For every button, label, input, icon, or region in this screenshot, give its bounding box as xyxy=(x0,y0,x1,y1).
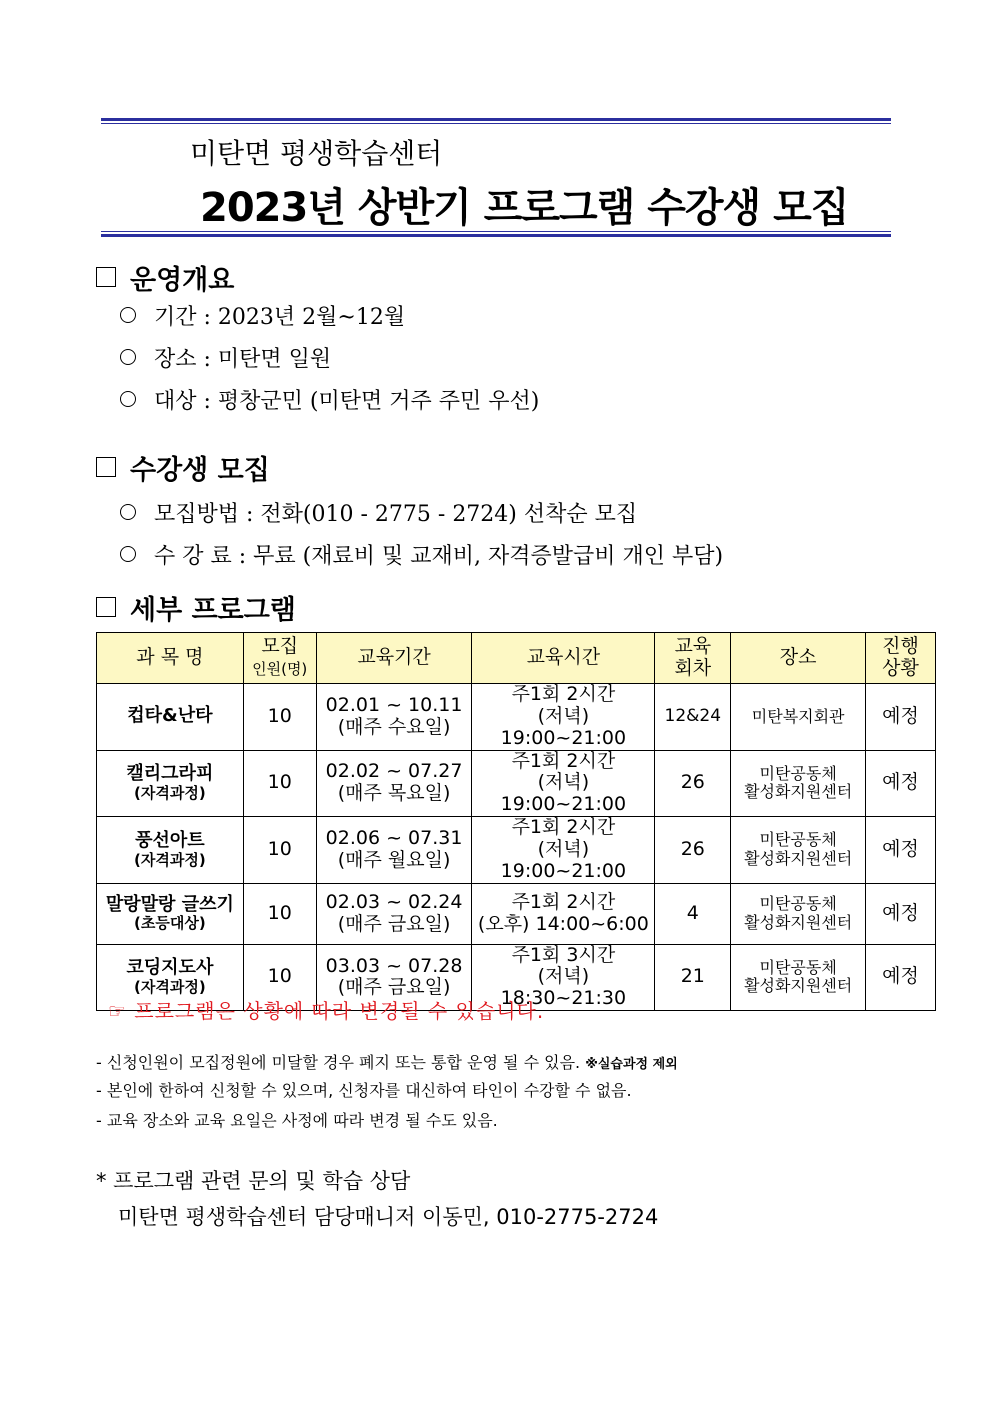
checkbox-square-icon xyxy=(96,267,116,287)
program-place: 미탄공동체 활성화지원센터 xyxy=(731,883,866,944)
col-period-header: 교육기간 xyxy=(316,633,472,684)
section-recruit-heading: 수강생 모집 xyxy=(96,448,270,487)
program-status: 예정 xyxy=(866,684,936,751)
section-overview-heading: 운영개요 xyxy=(96,258,234,297)
program-period: 02.03 ~ 02.24 (매주 금요일) xyxy=(316,883,472,944)
rule-line: - 본인에 한하여 신청할 수 있으며, 신청자를 대신하여 타인이 수강할 수 없음. xyxy=(96,1081,632,1100)
table-row xyxy=(97,883,936,944)
circle-bullet-icon xyxy=(120,349,136,365)
circle-bullet-icon xyxy=(120,504,136,520)
circle-bullet-icon xyxy=(120,307,136,323)
program-name: 말랑말랑 글쓰기 (초등대상) xyxy=(97,883,244,944)
col-status-header: 진행 상황 xyxy=(866,633,936,684)
program-place: 미탄복지회관 xyxy=(731,684,866,751)
program-capacity: 10 xyxy=(243,817,316,884)
table-row xyxy=(97,684,936,751)
program-table xyxy=(96,632,936,1011)
program-period: 02.01 ~ 10.11 (매주 수요일) xyxy=(316,684,472,751)
program-time: 주1회 3시간 (저녁) 18:30~21:30 xyxy=(472,944,655,1011)
program-capacity: 10 xyxy=(243,883,316,944)
change-notice: ☞ 프로그램은 상황에 따라 변경될 수 있습니다. xyxy=(108,999,545,1023)
program-sessions: 26 xyxy=(655,817,731,884)
program-capacity: 10 xyxy=(243,684,316,751)
program-place: 미탄공동체 활성화지원센터 xyxy=(731,944,866,1011)
program-time: 주1회 2시간 (저녁) 19:00~21:00 xyxy=(472,817,655,884)
rule-line: - 교육 장소와 교육 요일은 사정에 따라 변경 될 수도 있음. xyxy=(96,1111,498,1130)
table-row xyxy=(97,750,936,817)
checkbox-square-icon xyxy=(96,457,116,477)
overview-target: 대상 : 평창군민 (미탄면 거주 주민 우선) xyxy=(120,384,539,415)
program-sessions: 21 xyxy=(655,944,731,1011)
contact-info: 미탄면 평생학습센터 담당매니저 이동민, 010-2775-2724 xyxy=(118,1205,659,1229)
contact-heading: * 프로그램 관련 문의 및 학습 상담 xyxy=(96,1169,411,1193)
program-status: 예정 xyxy=(866,883,936,944)
program-name: 코딩지도사 (자격과정) xyxy=(97,944,244,1011)
program-status: 예정 xyxy=(866,750,936,817)
recruit-method: 모집방법 : 전화(010 - 2775 - 2724) 선착순 모집 xyxy=(120,497,637,528)
program-name: 풍선아트 (자격과정) xyxy=(97,817,244,884)
page-title: 2023년 상반기 프로그램 수강생 모집 xyxy=(200,185,849,231)
program-status: 예정 xyxy=(866,817,936,884)
recruit-fee: 수 강 료 : 무료 (재료비 및 교재비, 자격증발급비 개인 부담) xyxy=(120,539,723,570)
program-name: 캘리그라피 (자격과정) xyxy=(97,750,244,817)
program-period: 02.06 ~ 07.31 (매주 월요일) xyxy=(316,817,472,884)
program-sessions: 26 xyxy=(655,750,731,817)
program-sessions: 4 xyxy=(655,883,731,944)
title-top-rule xyxy=(101,118,891,124)
program-time: 주1회 2시간 (저녁) 19:00~21:00 xyxy=(472,750,655,817)
col-place-header: 장소 xyxy=(731,633,866,684)
table-row xyxy=(97,817,936,884)
program-capacity: 10 xyxy=(243,750,316,817)
col-capacity-header: 모집 인원(명) xyxy=(243,633,316,684)
center-name: 미탄면 평생학습센터 xyxy=(190,137,443,170)
checkbox-square-icon xyxy=(96,597,116,617)
table-header-row xyxy=(97,633,936,684)
program-period: 02.02 ~ 07.27 (매주 목요일) xyxy=(316,750,472,817)
program-place: 미탄공동체 활성화지원센터 xyxy=(731,817,866,884)
program-capacity: 10 xyxy=(243,944,316,1011)
overview-place: 장소 : 미탄면 일원 xyxy=(120,342,331,373)
program-time: 주1회 2시간 (오후) 14:00~6:00 xyxy=(472,883,655,944)
col-sessions-header: 교육 회차 xyxy=(655,633,731,684)
program-period: 03.03 ~ 07.28 (매주 금요일) xyxy=(316,944,472,1011)
program-status: 예정 xyxy=(866,944,936,1011)
circle-bullet-icon xyxy=(120,546,136,562)
program-time: 주1회 2시간 (저녁) 19:00~21:00 xyxy=(472,684,655,751)
overview-period: 기간 : 2023년 2월~12월 xyxy=(120,300,405,331)
program-place: 미탄공동체 활성화지원센터 xyxy=(731,750,866,817)
circle-bullet-icon xyxy=(120,391,136,407)
col-name-header: 과 목 명 xyxy=(97,633,244,684)
rule-line: - 신청인원이 모집정원에 미달할 경우 폐지 또는 통합 운영 될 수 있음. ※실습과정 제외 xyxy=(96,1053,678,1072)
section-programs-heading: 세부 프로그램 xyxy=(96,588,296,627)
program-name: 컵타&난타 xyxy=(97,684,244,751)
col-time-header: 교육시간 xyxy=(472,633,655,684)
title-bottom-rule xyxy=(101,231,891,237)
program-sessions: 12&24 xyxy=(655,684,731,751)
